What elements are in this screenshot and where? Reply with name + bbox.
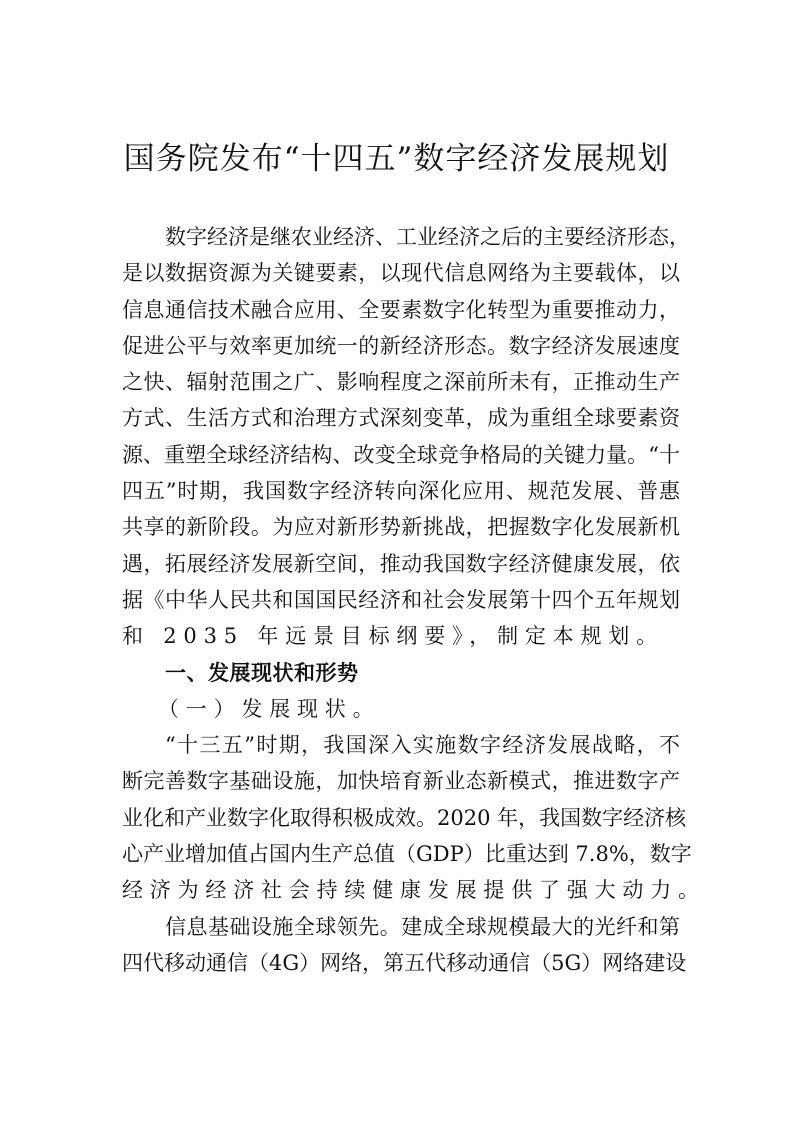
text-line: 是以数据资源为关键要素，以现代信息网络为主要载体，以	[122, 261, 680, 286]
text-line: 业化和产业数字化取得积极成效。2020 年，我国数字经济核	[122, 805, 687, 830]
text-line: 促进公平与效率更加统一的新经济形态。数字经济发展速度	[122, 333, 680, 358]
document-body	[122, 219, 706, 981]
text-line: 信息基础设施全球领先。建成全球规模最大的光纤和第	[165, 914, 680, 939]
section-heading: 一、发展现状和形势	[165, 660, 359, 685]
text-line: 和 2035 年远景目标纲要》，制定本规划。	[122, 624, 664, 649]
text-line: “十三五”时期，我国深入实施数字经济发展战略，不	[165, 733, 680, 758]
text-line: 经济为经济社会持续健康发展提供了强大动力。	[122, 878, 706, 903]
text-line: 共享的新阶段。为应对新形势新挑战，把握数字化发展新机	[122, 515, 680, 540]
text-line: 方式、生活方式和治理方式深刻变革，成为重组全球要素资	[122, 406, 680, 431]
document-title: 国务院发布“十四五”数字经济发展规划	[123, 141, 670, 177]
infrastructure-paragraph	[122, 909, 687, 982]
intro-paragraph	[122, 219, 690, 655]
text-line: 四五”时期，我国数字经济转向深化应用、规范发展、普惠	[122, 479, 680, 504]
text-line: 断完善数字基础设施，加快培育新业态新模式，推进数字产	[122, 769, 680, 794]
text-line: 心产业增加值占国内生产总值（GDP）比重达到 7.8%，数字	[122, 842, 692, 867]
text-line: 信息通信技术融合应用、全要素数字化转型为重要推动力，	[122, 297, 680, 322]
text-line: 数字经济是继农业经济、工业经济之后的主要经济形态，	[165, 225, 690, 249]
text-line: 之快、辐射范围之广、影响程度之深前所未有，正推动生产	[122, 370, 680, 395]
status-paragraph	[122, 727, 706, 908]
text-line: 遇，拓展经济发展新空间，推动我国数字经济健康发展，依	[122, 551, 680, 576]
text-line: 据《中华人民共和国国民经济和社会发展第十四个五年规划	[122, 587, 680, 612]
text-line: 源、重塑全球经济结构、改变全球竞争格局的关键力量。“十	[122, 442, 680, 467]
text-line: 四代移动通信（4G）网络，第五代移动通信（5G）网络建设	[122, 950, 687, 975]
subsection-heading: （一）发展现状。	[158, 696, 381, 721]
